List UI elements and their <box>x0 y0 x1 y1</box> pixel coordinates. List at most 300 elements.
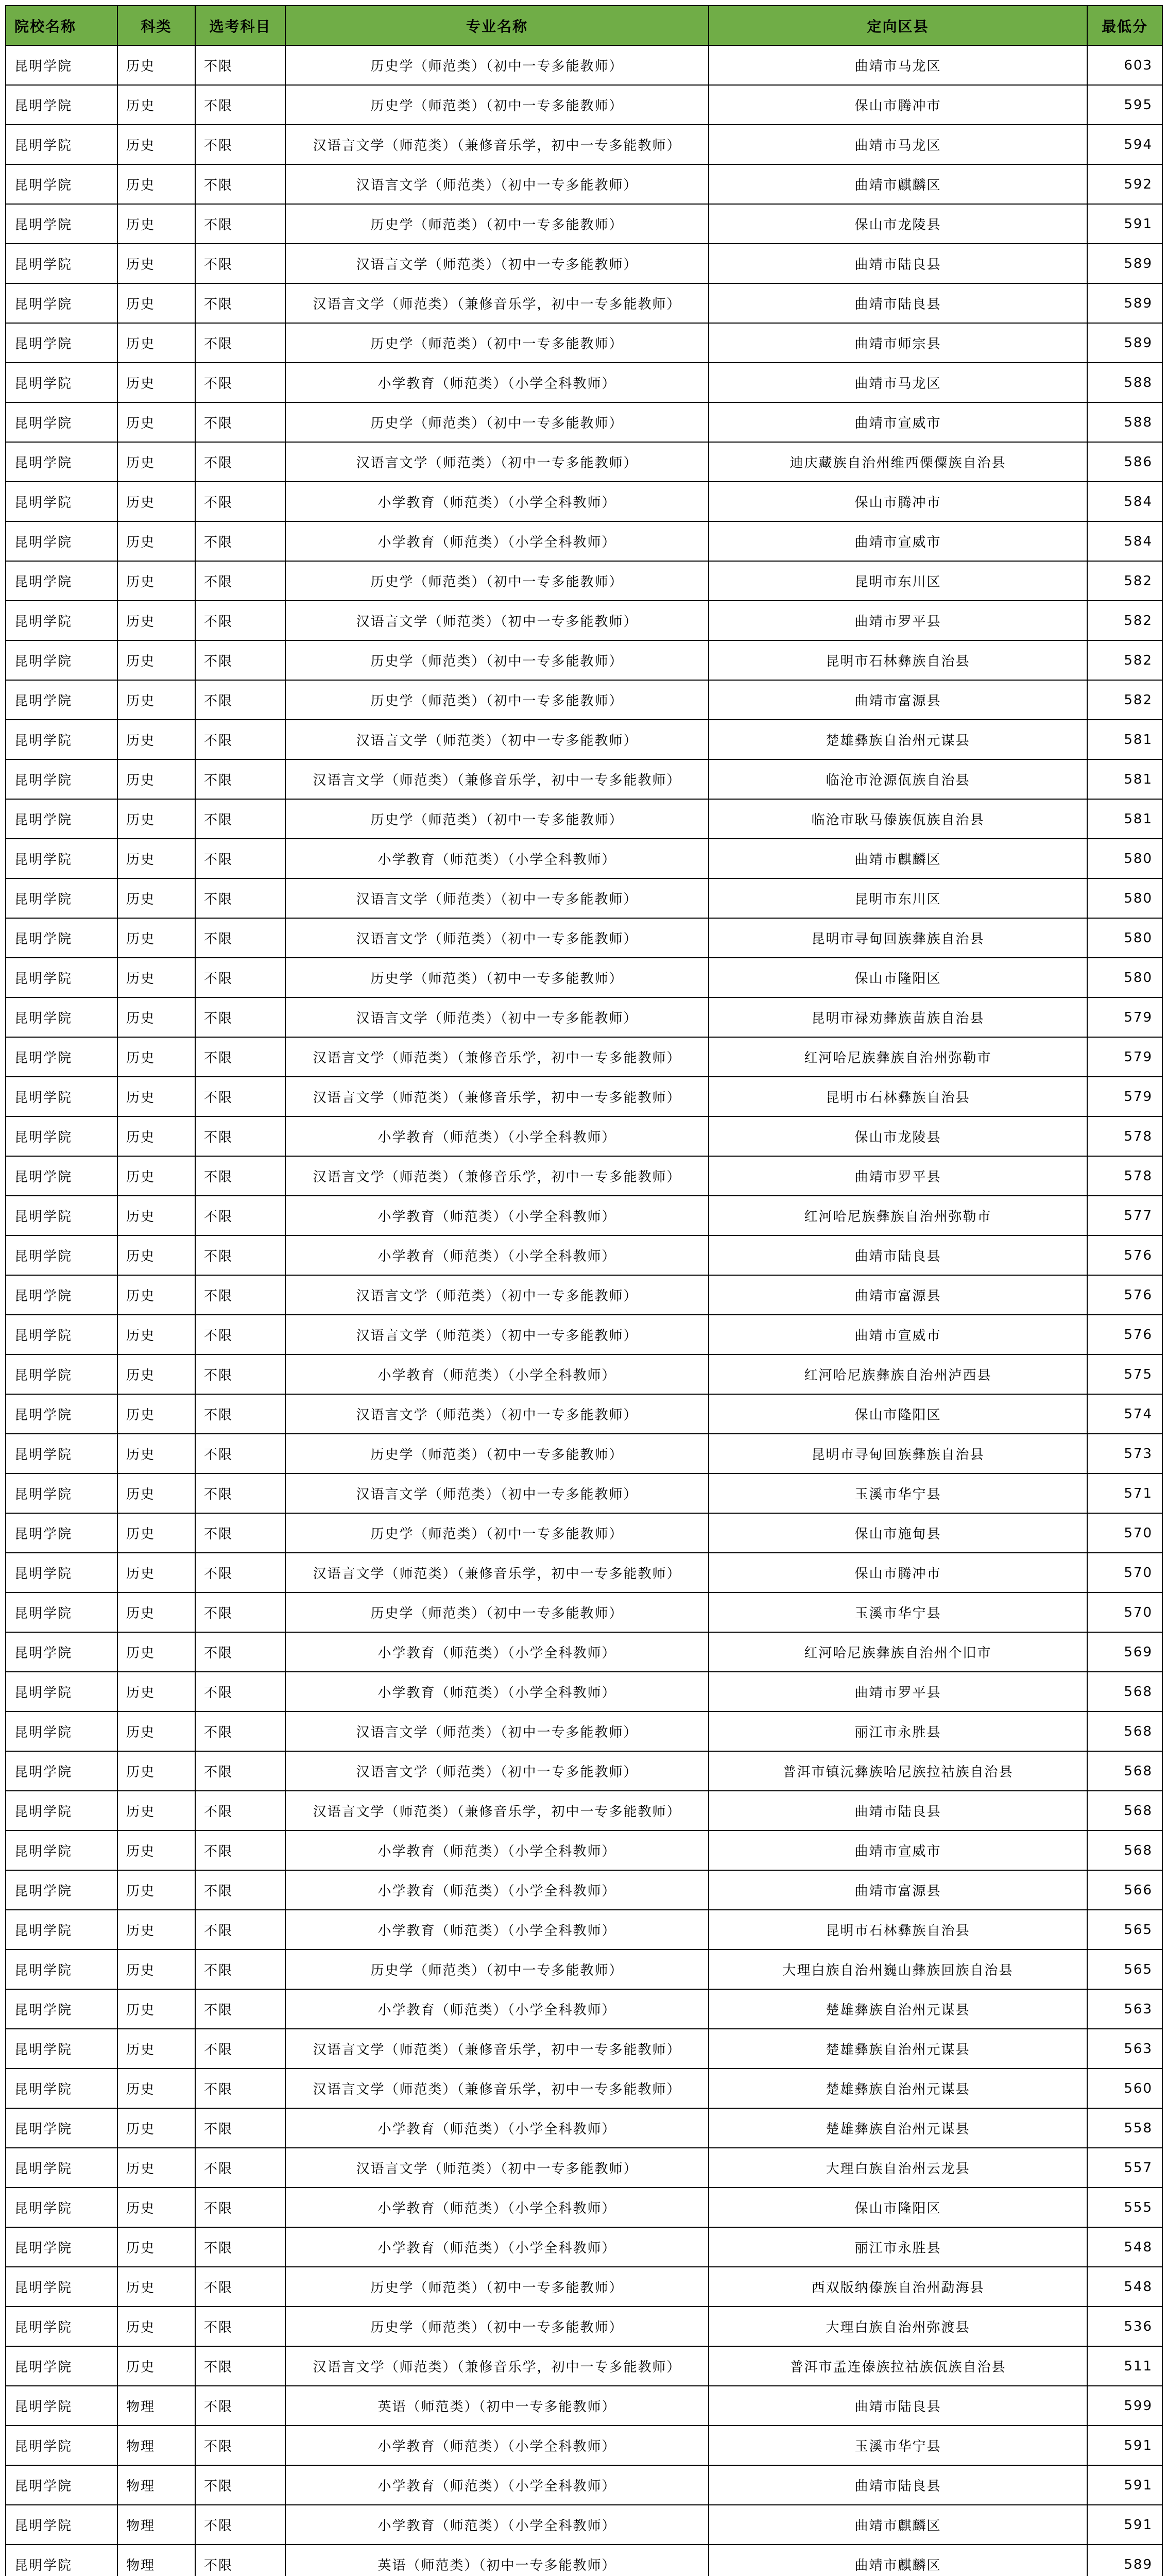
cell-major: 汉语言文学（师范类）（初中一专多能教师） <box>285 1711 709 1751</box>
table-row <box>6 244 1162 283</box>
cell-subject-category: 历史 <box>117 125 195 164</box>
cell-major: 汉语言文学（师范类）（兼修音乐学，初中一专多能教师） <box>285 125 709 164</box>
cell-min-score: 566 <box>1087 1870 1162 1910</box>
cell-subject-category: 历史 <box>117 442 195 482</box>
cell-min-score: 584 <box>1087 521 1162 561</box>
table-row <box>6 1632 1162 1672</box>
cell-school: 昆明学院 <box>6 958 117 997</box>
cell-school: 昆明学院 <box>6 1910 117 1950</box>
cell-subject-category: 历史 <box>117 1791 195 1831</box>
cell-elective: 不限 <box>195 1791 285 1831</box>
table-row <box>6 2108 1162 2148</box>
cell-min-score: 591 <box>1087 2505 1162 2545</box>
cell-min-score: 582 <box>1087 561 1162 601</box>
cell-major: 小学教育（师范类）（小学全科教师） <box>285 2426 709 2465</box>
cell-min-score: 582 <box>1087 601 1162 640</box>
cell-min-score: 603 <box>1087 45 1162 85</box>
table-row <box>6 2029 1162 2069</box>
header-subject-category: 科类 <box>117 6 195 45</box>
cell-district: 昆明市东川区 <box>709 561 1087 601</box>
cell-major: 汉语言文学（师范类）（兼修音乐学，初中一专多能教师） <box>285 2029 709 2069</box>
header-elective: 选考科目 <box>195 6 285 45</box>
cell-school: 昆明学院 <box>6 2346 117 2386</box>
cell-district: 红河哈尼族彝族自治州泸西县 <box>709 1354 1087 1394</box>
table-row <box>6 85 1162 125</box>
table-row <box>6 1077 1162 1116</box>
cell-school: 昆明学院 <box>6 1791 117 1831</box>
cell-school: 昆明学院 <box>6 204 117 244</box>
cell-elective: 不限 <box>195 1950 285 1989</box>
cell-elective: 不限 <box>195 1315 285 1354</box>
cell-school: 昆明学院 <box>6 164 117 204</box>
cell-subject-category: 历史 <box>117 1672 195 1711</box>
score-table <box>5 5 1163 2576</box>
cell-min-score: 591 <box>1087 2426 1162 2465</box>
cell-major: 汉语言文学（师范类）（兼修音乐学，初中一专多能教师） <box>285 1156 709 1196</box>
cell-min-score: 586 <box>1087 442 1162 482</box>
cell-elective: 不限 <box>195 1235 285 1275</box>
table-row <box>6 1513 1162 1553</box>
cell-major: 汉语言文学（师范类）（初中一专多能教师） <box>285 918 709 958</box>
cell-min-score: 580 <box>1087 958 1162 997</box>
cell-major: 小学教育（师范类）（小学全科教师） <box>285 1235 709 1275</box>
cell-district: 曲靖市宣威市 <box>709 402 1087 442</box>
table-row <box>6 2465 1162 2505</box>
cell-subject-category: 历史 <box>117 1394 195 1434</box>
cell-subject-category: 历史 <box>117 1989 195 2029</box>
cell-school: 昆明学院 <box>6 2267 117 2307</box>
table-row <box>6 1196 1162 1235</box>
cell-district: 昆明市寻甸回族彝族自治县 <box>709 1434 1087 1473</box>
table-row <box>6 1156 1162 1196</box>
cell-school: 昆明学院 <box>6 1989 117 2029</box>
cell-school: 昆明学院 <box>6 1354 117 1394</box>
cell-elective: 不限 <box>195 244 285 283</box>
cell-district: 红河哈尼族彝族自治州弥勒市 <box>709 1196 1087 1235</box>
cell-min-score: 563 <box>1087 2029 1162 2069</box>
cell-min-score: 584 <box>1087 482 1162 521</box>
cell-subject-category: 历史 <box>117 2108 195 2148</box>
cell-school: 昆明学院 <box>6 85 117 125</box>
cell-subject-category: 历史 <box>117 1354 195 1394</box>
cell-district: 西双版纳傣族自治州勐海县 <box>709 2267 1087 2307</box>
table-row <box>6 839 1162 878</box>
cell-elective: 不限 <box>195 1672 285 1711</box>
cell-subject-category: 历史 <box>117 1037 195 1077</box>
cell-major: 历史学（师范类）（初中一专多能教师） <box>285 402 709 442</box>
cell-district: 曲靖市富源县 <box>709 680 1087 720</box>
cell-min-score: 568 <box>1087 1711 1162 1751</box>
cell-elective: 不限 <box>195 1434 285 1473</box>
table-row <box>6 1791 1162 1831</box>
cell-min-score: 591 <box>1087 2465 1162 2505</box>
table-row <box>6 720 1162 759</box>
cell-min-score: 569 <box>1087 1632 1162 1672</box>
table-row <box>6 2426 1162 2465</box>
cell-subject-category: 历史 <box>117 839 195 878</box>
cell-elective: 不限 <box>195 2346 285 2386</box>
cell-major: 汉语言文学（师范类）（兼修音乐学，初中一专多能教师） <box>285 1037 709 1077</box>
cell-school: 昆明学院 <box>6 1116 117 1156</box>
table-row <box>6 1831 1162 1870</box>
cell-elective: 不限 <box>195 1632 285 1672</box>
cell-district: 保山市腾冲市 <box>709 482 1087 521</box>
cell-elective: 不限 <box>195 2386 285 2426</box>
cell-subject-category: 历史 <box>117 521 195 561</box>
cell-school: 昆明学院 <box>6 2148 117 2188</box>
cell-elective: 不限 <box>195 1275 285 1315</box>
cell-subject-category: 历史 <box>117 1275 195 1315</box>
cell-min-score: 558 <box>1087 2108 1162 2148</box>
cell-subject-category: 历史 <box>117 1592 195 1632</box>
table-row <box>6 45 1162 85</box>
cell-major: 历史学（师范类）（初中一专多能教师） <box>285 958 709 997</box>
cell-district: 保山市腾冲市 <box>709 85 1087 125</box>
cell-major: 英语（师范类）（初中一专多能教师） <box>285 2386 709 2426</box>
cell-subject-category: 历史 <box>117 1910 195 1950</box>
cell-min-score: 580 <box>1087 918 1162 958</box>
cell-min-score: 568 <box>1087 1831 1162 1870</box>
cell-elective: 不限 <box>195 2426 285 2465</box>
cell-district: 保山市隆阳区 <box>709 1394 1087 1434</box>
cell-subject-category: 历史 <box>117 363 195 402</box>
cell-district: 曲靖市陆良县 <box>709 2386 1087 2426</box>
cell-subject-category: 历史 <box>117 958 195 997</box>
cell-subject-category: 历史 <box>117 2069 195 2108</box>
cell-district: 楚雄彝族自治州元谋县 <box>709 2069 1087 2108</box>
cell-school: 昆明学院 <box>6 720 117 759</box>
table-row <box>6 640 1162 680</box>
table-row <box>6 1711 1162 1751</box>
cell-subject-category: 历史 <box>117 204 195 244</box>
cell-min-score: 582 <box>1087 640 1162 680</box>
table-row <box>6 601 1162 640</box>
cell-district: 红河哈尼族彝族自治州弥勒市 <box>709 1037 1087 1077</box>
table-header <box>6 6 1162 45</box>
cell-school: 昆明学院 <box>6 442 117 482</box>
cell-school: 昆明学院 <box>6 1553 117 1592</box>
cell-subject-category: 历史 <box>117 1751 195 1791</box>
table-row <box>6 1434 1162 1473</box>
cell-elective: 不限 <box>195 2188 285 2227</box>
cell-subject-category: 历史 <box>117 2148 195 2188</box>
cell-min-score: 511 <box>1087 2346 1162 2386</box>
cell-min-score: 599 <box>1087 2386 1162 2426</box>
cell-school: 昆明学院 <box>6 2505 117 2545</box>
cell-elective: 不限 <box>195 164 285 204</box>
cell-major: 汉语言文学（师范类）（兼修音乐学，初中一专多能教师） <box>285 759 709 799</box>
cell-school: 昆明学院 <box>6 1315 117 1354</box>
cell-school: 昆明学院 <box>6 1077 117 1116</box>
cell-school: 昆明学院 <box>6 2465 117 2505</box>
cell-min-score: 555 <box>1087 2188 1162 2227</box>
cell-district: 临沧市沧源佤族自治县 <box>709 759 1087 799</box>
cell-district: 楚雄彝族自治州元谋县 <box>709 2029 1087 2069</box>
cell-school: 昆明学院 <box>6 918 117 958</box>
cell-school: 昆明学院 <box>6 2108 117 2148</box>
cell-major: 汉语言文学（师范类）（初中一专多能教师） <box>285 442 709 482</box>
table-row <box>6 2505 1162 2545</box>
cell-major: 小学教育（师范类）（小学全科教师） <box>285 2465 709 2505</box>
cell-subject-category: 历史 <box>117 1077 195 1116</box>
cell-school: 昆明学院 <box>6 680 117 720</box>
cell-elective: 不限 <box>195 521 285 561</box>
cell-district: 大理白族自治州弥渡县 <box>709 2307 1087 2346</box>
cell-school: 昆明学院 <box>6 402 117 442</box>
cell-school: 昆明学院 <box>6 482 117 521</box>
cell-school: 昆明学院 <box>6 1473 117 1513</box>
cell-min-score: 579 <box>1087 1077 1162 1116</box>
cell-major: 历史学（师范类）（初中一专多能教师） <box>285 680 709 720</box>
cell-min-score: 568 <box>1087 1672 1162 1711</box>
cell-major: 小学教育（师范类）（小学全科教师） <box>285 363 709 402</box>
table-row <box>6 759 1162 799</box>
cell-major: 历史学（师范类）（初中一专多能教师） <box>285 85 709 125</box>
cell-district: 大理白族自治州云龙县 <box>709 2148 1087 2188</box>
table-row <box>6 1751 1162 1791</box>
cell-school: 昆明学院 <box>6 997 117 1037</box>
cell-subject-category: 历史 <box>117 680 195 720</box>
cell-major: 历史学（师范类）（初中一专多能教师） <box>285 799 709 839</box>
cell-school: 昆明学院 <box>6 244 117 283</box>
cell-district: 曲靖市陆良县 <box>709 283 1087 323</box>
table-row <box>6 2346 1162 2386</box>
cell-elective: 不限 <box>195 601 285 640</box>
cell-major: 小学教育（师范类）（小学全科教师） <box>285 2108 709 2148</box>
cell-district: 昆明市石林彝族自治县 <box>709 1910 1087 1950</box>
cell-min-score: 576 <box>1087 1315 1162 1354</box>
cell-major: 汉语言文学（师范类）（初中一专多能教师） <box>285 244 709 283</box>
cell-subject-category: 历史 <box>117 2227 195 2267</box>
cell-major: 汉语言文学（师范类）（初中一专多能教师） <box>285 2148 709 2188</box>
cell-elective: 不限 <box>195 2545 285 2576</box>
cell-major: 小学教育（师范类）（小学全科教师） <box>285 1632 709 1672</box>
cell-elective: 不限 <box>195 759 285 799</box>
cell-min-score: 592 <box>1087 164 1162 204</box>
cell-subject-category: 历史 <box>117 997 195 1037</box>
cell-school: 昆明学院 <box>6 2227 117 2267</box>
table-row <box>6 363 1162 402</box>
cell-elective: 不限 <box>195 997 285 1037</box>
cell-min-score: 581 <box>1087 799 1162 839</box>
cell-subject-category: 历史 <box>117 283 195 323</box>
cell-major: 历史学（师范类）（初中一专多能教师） <box>285 561 709 601</box>
header-major: 专业名称 <box>285 6 709 45</box>
cell-subject-category: 历史 <box>117 1473 195 1513</box>
cell-district: 保山市隆阳区 <box>709 958 1087 997</box>
cell-min-score: 580 <box>1087 878 1162 918</box>
cell-school: 昆明学院 <box>6 640 117 680</box>
cell-subject-category: 历史 <box>117 1315 195 1354</box>
cell-district: 楚雄彝族自治州元谋县 <box>709 2108 1087 2148</box>
cell-district: 曲靖市麒麟区 <box>709 2545 1087 2576</box>
cell-district: 保山市隆阳区 <box>709 2188 1087 2227</box>
table-row <box>6 680 1162 720</box>
cell-elective: 不限 <box>195 640 285 680</box>
cell-district: 曲靖市麒麟区 <box>709 2505 1087 2545</box>
table-row <box>6 2545 1162 2576</box>
table-row <box>6 958 1162 997</box>
cell-district: 玉溪市华宁县 <box>709 1592 1087 1632</box>
cell-min-score: 548 <box>1087 2227 1162 2267</box>
cell-min-score: 574 <box>1087 1394 1162 1434</box>
table-row <box>6 1870 1162 1910</box>
cell-school: 昆明学院 <box>6 1275 117 1315</box>
table-row <box>6 1315 1162 1354</box>
cell-district: 红河哈尼族彝族自治州个旧市 <box>709 1632 1087 1672</box>
table-row <box>6 442 1162 482</box>
cell-district: 保山市龙陵县 <box>709 1116 1087 1156</box>
cell-major: 历史学（师范类）（初中一专多能教师） <box>285 2267 709 2307</box>
cell-subject-category: 历史 <box>117 601 195 640</box>
cell-min-score: 578 <box>1087 1116 1162 1156</box>
cell-min-score: 568 <box>1087 1791 1162 1831</box>
table-row <box>6 482 1162 521</box>
table-row <box>6 799 1162 839</box>
cell-school: 昆明学院 <box>6 125 117 164</box>
cell-district: 昆明市石林彝族自治县 <box>709 1077 1087 1116</box>
cell-major: 历史学（师范类）（初中一专多能教师） <box>285 2307 709 2346</box>
cell-district: 曲靖市富源县 <box>709 1275 1087 1315</box>
cell-min-score: 557 <box>1087 2148 1162 2188</box>
cell-subject-category: 历史 <box>117 720 195 759</box>
table-row <box>6 561 1162 601</box>
cell-major: 历史学（师范类）（初中一专多能教师） <box>285 323 709 363</box>
table-row <box>6 2069 1162 2108</box>
cell-subject-category: 物理 <box>117 2545 195 2576</box>
cell-elective: 不限 <box>195 1751 285 1791</box>
cell-district: 昆明市东川区 <box>709 878 1087 918</box>
table-row <box>6 1672 1162 1711</box>
cell-elective: 不限 <box>195 1989 285 2029</box>
table-row <box>6 997 1162 1037</box>
cell-subject-category: 历史 <box>117 2029 195 2069</box>
cell-school: 昆明学院 <box>6 1950 117 1989</box>
cell-subject-category: 历史 <box>117 918 195 958</box>
cell-district: 迪庆藏族自治州维西傈僳族自治县 <box>709 442 1087 482</box>
cell-district: 曲靖市陆良县 <box>709 1791 1087 1831</box>
cell-min-score: 570 <box>1087 1513 1162 1553</box>
cell-subject-category: 物理 <box>117 2386 195 2426</box>
cell-elective: 不限 <box>195 918 285 958</box>
cell-min-score: 576 <box>1087 1275 1162 1315</box>
cell-elective: 不限 <box>195 1196 285 1235</box>
cell-district: 曲靖市麒麟区 <box>709 839 1087 878</box>
cell-district: 曲靖市陆良县 <box>709 244 1087 283</box>
cell-major: 汉语言文学（师范类）（初中一专多能教师） <box>285 878 709 918</box>
cell-subject-category: 历史 <box>117 1950 195 1989</box>
cell-district: 曲靖市马龙区 <box>709 363 1087 402</box>
cell-major: 汉语言文学（师范类）（兼修音乐学，初中一专多能教师） <box>285 2069 709 2108</box>
cell-elective: 不限 <box>195 680 285 720</box>
table-row <box>6 1989 1162 2029</box>
cell-subject-category: 历史 <box>117 45 195 85</box>
cell-district: 保山市龙陵县 <box>709 204 1087 244</box>
cell-subject-category: 物理 <box>117 2465 195 2505</box>
cell-district: 大理白族自治州巍山彝族回族自治县 <box>709 1950 1087 1989</box>
cell-school: 昆明学院 <box>6 799 117 839</box>
cell-school: 昆明学院 <box>6 363 117 402</box>
cell-major: 汉语言文学（师范类）（初中一专多能教师） <box>285 1751 709 1791</box>
cell-school: 昆明学院 <box>6 521 117 561</box>
cell-school: 昆明学院 <box>6 2307 117 2346</box>
cell-elective: 不限 <box>195 1156 285 1196</box>
cell-subject-category: 历史 <box>117 561 195 601</box>
cell-elective: 不限 <box>195 125 285 164</box>
cell-min-score: 573 <box>1087 1434 1162 1473</box>
table-row <box>6 323 1162 363</box>
cell-elective: 不限 <box>195 204 285 244</box>
cell-subject-category: 历史 <box>117 759 195 799</box>
cell-subject-category: 历史 <box>117 164 195 204</box>
cell-school: 昆明学院 <box>6 1592 117 1632</box>
cell-school: 昆明学院 <box>6 1156 117 1196</box>
cell-school: 昆明学院 <box>6 1672 117 1711</box>
cell-subject-category: 历史 <box>117 2188 195 2227</box>
cell-district: 普洱市孟连傣族拉祜族佤族自治县 <box>709 2346 1087 2386</box>
table-row <box>6 283 1162 323</box>
cell-major: 小学教育（师范类）（小学全科教师） <box>285 2188 709 2227</box>
cell-major: 历史学（师范类）（初中一专多能教师） <box>285 1513 709 1553</box>
cell-elective: 不限 <box>195 561 285 601</box>
table-row <box>6 1116 1162 1156</box>
cell-elective: 不限 <box>195 2069 285 2108</box>
cell-elective: 不限 <box>195 283 285 323</box>
table-row <box>6 1354 1162 1394</box>
cell-elective: 不限 <box>195 1473 285 1513</box>
cell-elective: 不限 <box>195 2108 285 2148</box>
cell-min-score: 589 <box>1087 2545 1162 2576</box>
cell-district: 曲靖市陆良县 <box>709 1235 1087 1275</box>
cell-subject-category: 历史 <box>117 2267 195 2307</box>
cell-major: 汉语言文学（师范类）（初中一专多能教师） <box>285 1275 709 1315</box>
cell-min-score: 560 <box>1087 2069 1162 2108</box>
cell-min-score: 570 <box>1087 1592 1162 1632</box>
cell-subject-category: 历史 <box>117 482 195 521</box>
cell-elective: 不限 <box>195 839 285 878</box>
cell-min-score: 571 <box>1087 1473 1162 1513</box>
cell-elective: 不限 <box>195 323 285 363</box>
cell-min-score: 581 <box>1087 720 1162 759</box>
cell-elective: 不限 <box>195 1354 285 1394</box>
cell-district: 玉溪市华宁县 <box>709 1473 1087 1513</box>
cell-elective: 不限 <box>195 2227 285 2267</box>
table-row <box>6 164 1162 204</box>
table-row <box>6 1235 1162 1275</box>
cell-district: 曲靖市马龙区 <box>709 125 1087 164</box>
table-row <box>6 2227 1162 2267</box>
cell-major: 历史学（师范类）（初中一专多能教师） <box>285 204 709 244</box>
cell-elective: 不限 <box>195 1394 285 1434</box>
cell-district: 曲靖市宣威市 <box>709 1831 1087 1870</box>
cell-school: 昆明学院 <box>6 2545 117 2576</box>
cell-major: 汉语言文学（师范类）（兼修音乐学，初中一专多能教师） <box>285 1553 709 1592</box>
cell-min-score: 594 <box>1087 125 1162 164</box>
cell-school: 昆明学院 <box>6 2426 117 2465</box>
cell-district: 昆明市石林彝族自治县 <box>709 640 1087 680</box>
cell-school: 昆明学院 <box>6 1870 117 1910</box>
cell-major: 汉语言文学（师范类）（初中一专多能教师） <box>285 1394 709 1434</box>
table-body <box>6 45 1162 2576</box>
cell-subject-category: 历史 <box>117 402 195 442</box>
cell-subject-category: 历史 <box>117 1870 195 1910</box>
cell-school: 昆明学院 <box>6 2386 117 2426</box>
cell-min-score: 591 <box>1087 204 1162 244</box>
table-row <box>6 2386 1162 2426</box>
cell-district: 保山市腾冲市 <box>709 1553 1087 1592</box>
cell-subject-category: 历史 <box>117 2307 195 2346</box>
cell-min-score: 565 <box>1087 1950 1162 1989</box>
